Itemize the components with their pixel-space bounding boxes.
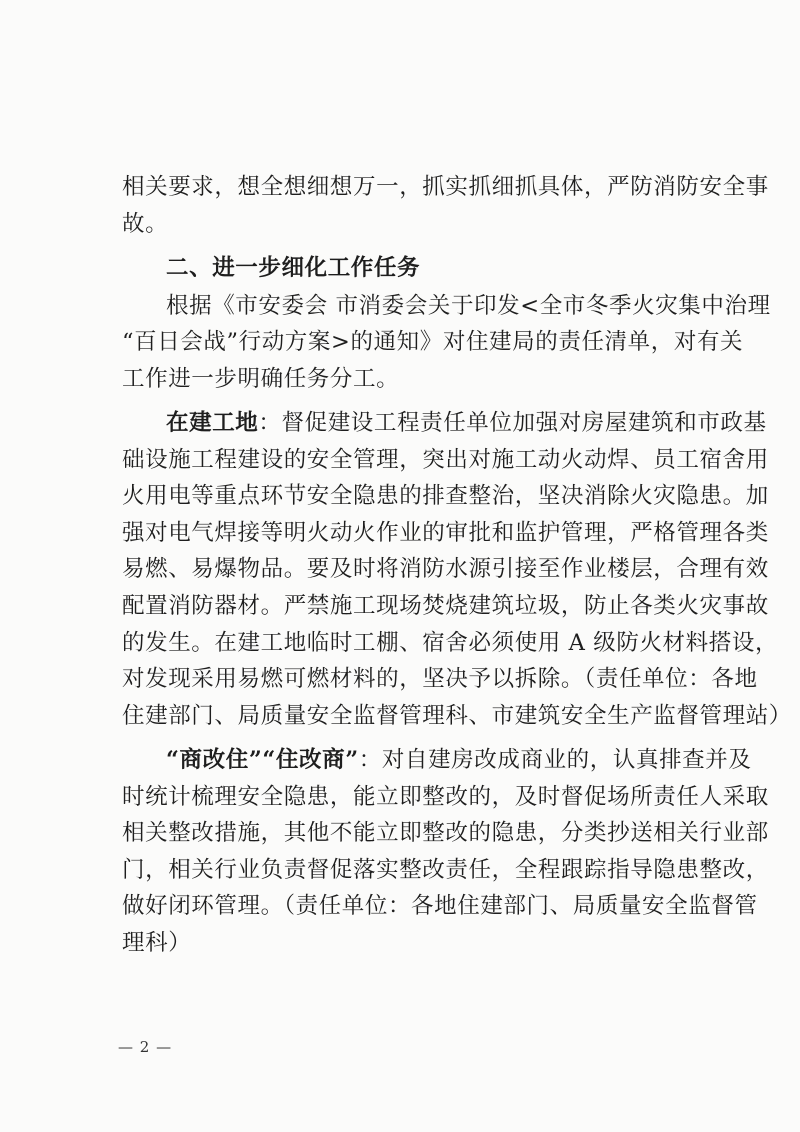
body-text-line: “百日会战”行动方案>的通知》对住建局的责任清单，对有关 [122, 329, 744, 355]
commercial-text: ：对自建房改成商业的，认真排查并及 [358, 747, 752, 773]
construction-label: 在建工地 [166, 410, 259, 436]
body-text-line: 强对电气焊接等明火动火作业的审批和监护管理，严格管理各类 [122, 520, 769, 546]
body-text-line: 的发生。在建工地临时工棚、宿舍必须使用 A 级防火材料搭设， [122, 630, 779, 656]
body-text-line: 工作进一步明确任务分工。 [122, 366, 400, 392]
commercial-paragraph-first-line [166, 743, 752, 777]
body-text-line: 础设施工程建设的安全管理，突出对施工动火动焊、员工宿舍用 [122, 447, 769, 473]
construction-text: ：督促建设工程责任单位加强对房屋建筑和市政基 [258, 410, 767, 436]
body-text-line: 配置消防器材。严禁施工现场焚烧建筑垃圾，防止各类火灾事故 [122, 593, 769, 619]
body-text-line: 故。 [122, 211, 169, 237]
body-text-line: 住建部门、局质量安全监督管理科、市建筑安全生产监督管理站） [122, 703, 792, 729]
body-text-line: 做好闭环管理。（责任单位：各地住建部门、局质量安全监督管 [122, 893, 758, 919]
body-text-line: 相关要求，想全想细想万一，抓实抓细抓具体，严防消防安全事 [122, 174, 769, 200]
commercial-label: “商改住”“住改商” [166, 747, 359, 773]
body-text-line: 火用电等重点环节安全隐患的排查整治，坚决消除火灾隐患。加 [122, 483, 769, 509]
body-text-line: 相关整改措施，其他不能立即整改的隐患，分类抄送相关行业部 [122, 820, 769, 846]
construction-paragraph-first-line [166, 406, 767, 440]
section-heading: 二、进一步细化工作任务 [166, 255, 421, 281]
body-text-line: 理科） [122, 930, 192, 956]
page-number: — 2 — [118, 1038, 173, 1056]
body-text-line: 根据《市安委会 市消委会关于印发<全市冬季火灾集中治理 [166, 293, 771, 319]
body-text-line: 对发现采用易燃可燃材料的，坚决予以拆除。（责任单位：各地 [122, 666, 758, 692]
body-text-line: 时统计梳理安全隐患，能立即整改的，及时督促场所责任人采取 [122, 784, 769, 810]
body-text-line: 门，相关行业负责督促落实整改责任，全程跟踪指导隐患整改， [122, 857, 769, 883]
body-text-line: 易燃、易爆物品。要及时将消防水源引接至作业楼层，合理有效 [122, 556, 769, 582]
